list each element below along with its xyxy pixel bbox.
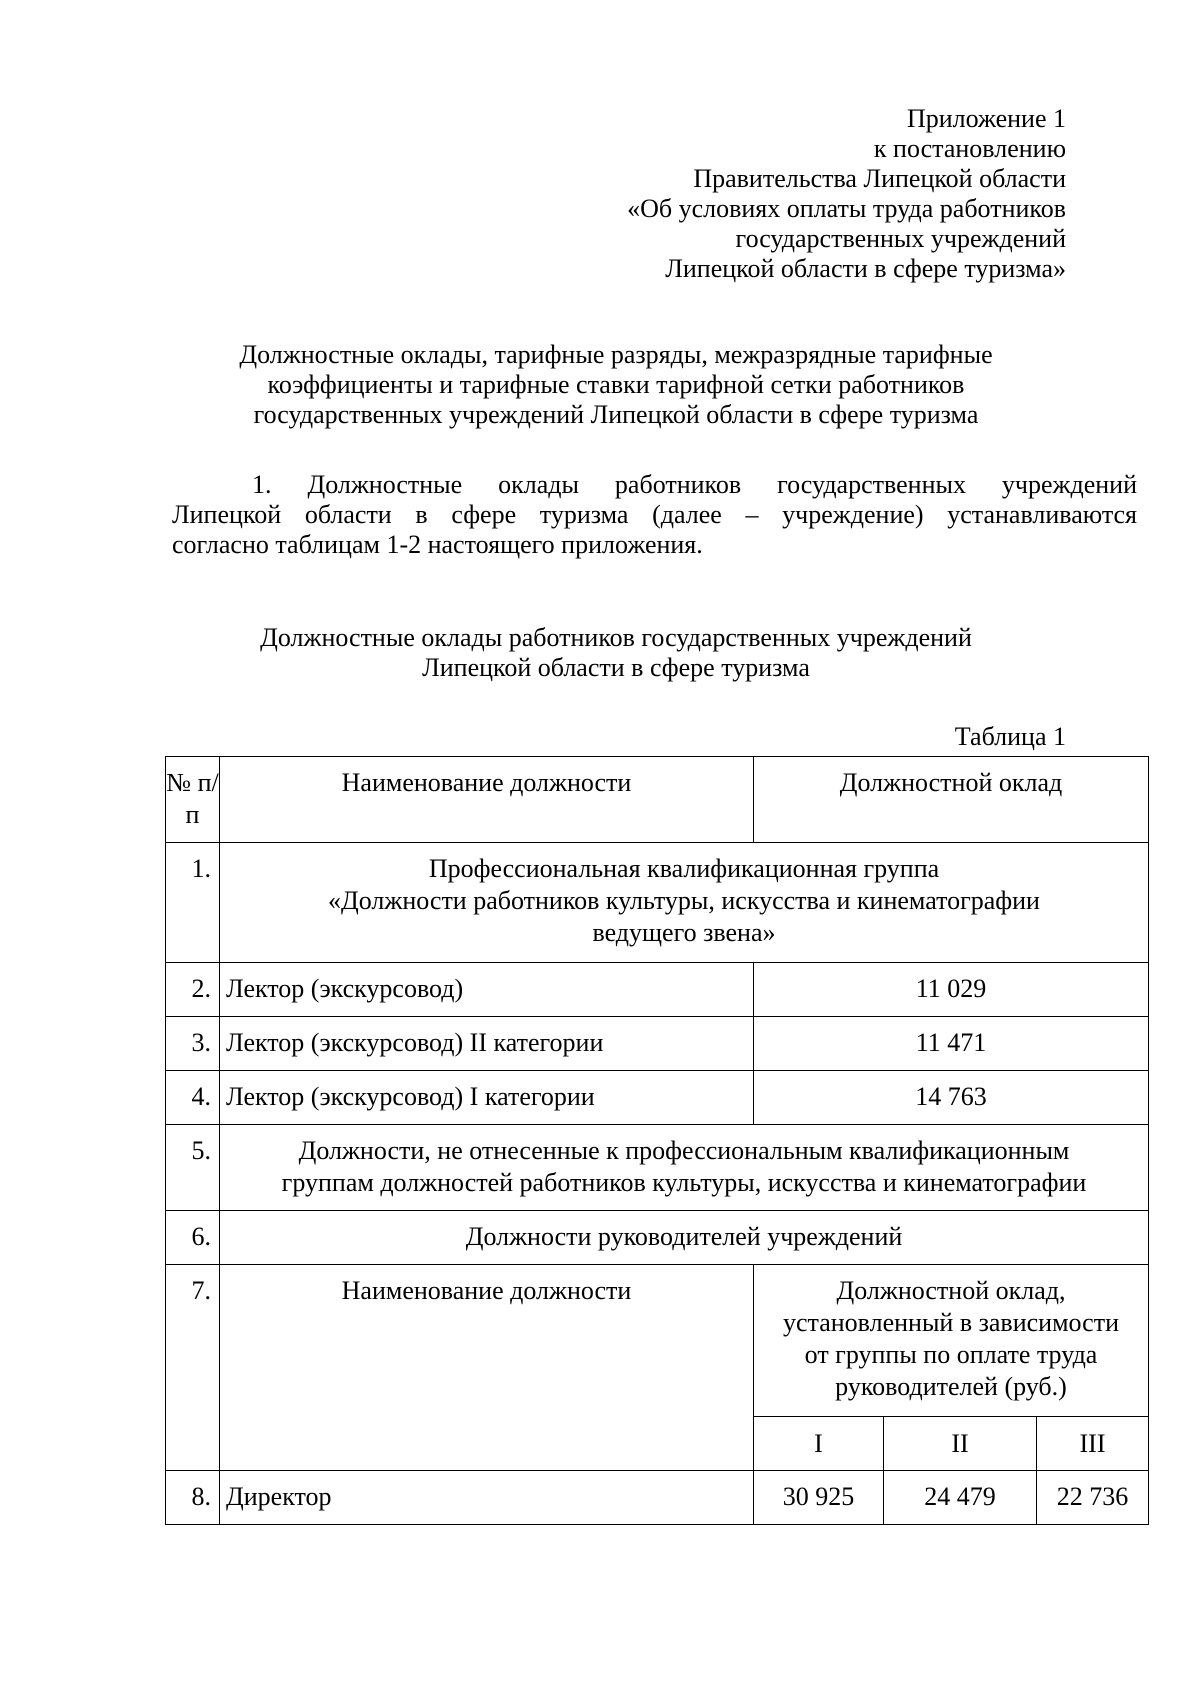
pay-group-header: I [754, 1417, 884, 1471]
row-num: 1. [166, 843, 220, 963]
pay-group-header: III [1037, 1417, 1149, 1471]
row-num: 7. [166, 1265, 220, 1471]
group-line: ведущего звена» [592, 918, 776, 947]
row-salary: 14 763 [754, 1071, 1149, 1125]
appendix-line: к постановлению [873, 134, 1066, 163]
group-line: Профессиональная квалификационная группа [428, 854, 940, 883]
row-salary: 11 029 [754, 963, 1149, 1017]
table-title [166, 623, 1066, 683]
table-header-row [166, 757, 1149, 843]
table-row [166, 1211, 1149, 1265]
appendix-line: Приложение 1 [906, 104, 1066, 133]
paragraph-line: Липецкой области в сфере туризма (далее – учреждение) устанавливаются [172, 500, 1137, 529]
header-num: № п/п [166, 757, 220, 843]
subheader-line: руководителей (руб.) [835, 1372, 1067, 1401]
subheader-line: Должностной оклад, [836, 1276, 1066, 1305]
appendix-line: государственных учреждений [735, 224, 1066, 253]
appendix-line: Липецкой области в сфере туризма» [665, 254, 1066, 283]
title-line: коэффициенты и тарифные ставки тарифной сетки работников [267, 370, 965, 399]
title-line: государственных учреждений Липецкой области в сфере туризма [253, 400, 979, 429]
group-heading [220, 1125, 1149, 1211]
appendix-header [627, 104, 1066, 284]
subheader-line: установленный в зависимости [783, 1308, 1119, 1337]
row-num: 3. [166, 1017, 220, 1071]
group-line: Должности, не отнесенные к профессиональным квалификационным [298, 1136, 1070, 1165]
subheader-line: от группы по оплате труда [804, 1340, 1098, 1369]
row-num: 8. [166, 1471, 220, 1525]
table-row [166, 1471, 1149, 1525]
paragraph-line: согласно таблицам 1-2 настоящего приложения. [172, 530, 703, 559]
table-row [166, 1265, 1149, 1417]
table-row [166, 1017, 1149, 1071]
row-position: Лектор (экскурсовод) I категории [220, 1071, 754, 1125]
table-row [166, 1125, 1149, 1211]
subheader-position: Наименование должности [220, 1265, 754, 1471]
row-position: Директор [220, 1471, 754, 1525]
group-heading: Должности руководителей учреждений [220, 1211, 1149, 1265]
appendix-line: «Об условиях оплаты труда работников [627, 194, 1066, 223]
table-title-line: Липецкой области в сфере туризма [422, 653, 810, 682]
pay-group-header: II [884, 1417, 1037, 1471]
row-num: 6. [166, 1211, 220, 1265]
group-line: «Должности работников культуры, искусства и кинематографии [328, 886, 1040, 915]
row-position: Лектор (экскурсовод) II категории [220, 1017, 754, 1071]
group-heading [220, 843, 1149, 963]
salary-group-value: 30 925 [754, 1471, 884, 1525]
paragraph-1 [172, 470, 1137, 560]
salary-group-value: 24 479 [884, 1471, 1037, 1525]
table-row [166, 1071, 1149, 1125]
table-row [166, 963, 1149, 1017]
group-line: группам должностей работников культуры, искусства и кинематографии [281, 1168, 1087, 1197]
header-salary: Должностной оклад [754, 757, 1149, 843]
row-num: 2. [166, 963, 220, 1017]
appendix-line: Правительства Липецкой области [693, 164, 1066, 193]
table-title-line: Должностные оклады работников государственных учреждений [260, 623, 972, 652]
title-line: Должностные оклады, тарифные разряды, межразрядные тарифные [239, 340, 993, 369]
table-label: Таблица 1 [954, 722, 1066, 751]
salary-group-value: 22 736 [1037, 1471, 1149, 1525]
subheader-salary [754, 1265, 1149, 1417]
header-position: Наименование должности [220, 757, 754, 843]
row-position: Лектор (экскурсовод) [220, 963, 754, 1017]
salary-table [165, 756, 1149, 1525]
document-title [166, 340, 1066, 430]
table-row [166, 843, 1149, 963]
paragraph-line: 1. Должностные оклады работников государственных учреждений [252, 470, 1137, 499]
row-num: 4. [166, 1071, 220, 1125]
row-salary: 11 471 [754, 1017, 1149, 1071]
row-num: 5. [166, 1125, 220, 1211]
